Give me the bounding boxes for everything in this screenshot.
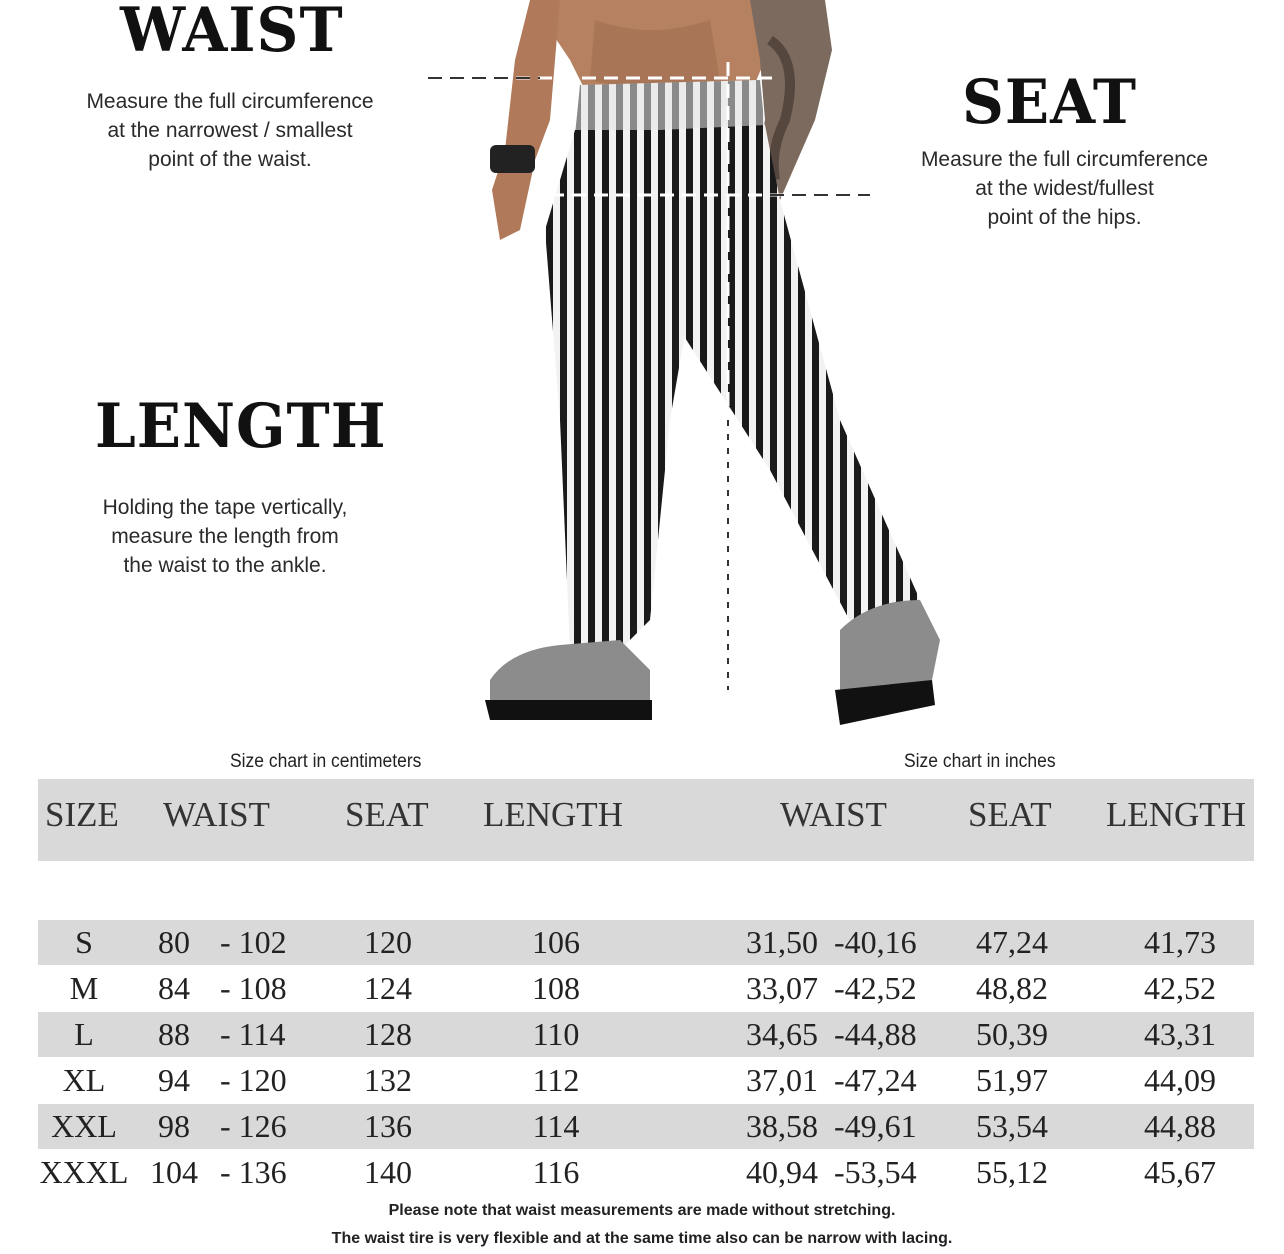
cell-waist-cm-max: - 126 (220, 1108, 287, 1144)
length-description (55, 493, 395, 580)
cell-length-in: 41,73 (1144, 924, 1216, 960)
cell-seat-in: 50,39 (976, 1016, 1048, 1052)
length-desc-line-1: Holding the tape vertically, (102, 496, 348, 519)
cell-waist-cm-min: 80 (158, 924, 190, 960)
waist-desc-line-2: at the narrowest / smallest (107, 119, 353, 142)
length-desc-line-3: the waist to the ankle. (123, 554, 327, 577)
cell-size: L (74, 1016, 94, 1052)
header-length-cm: LENGTH (483, 795, 623, 834)
header-waist-in: WAIST (780, 795, 887, 834)
cell-seat-in: 55,12 (976, 1154, 1048, 1190)
table-row (38, 1058, 1254, 1103)
table-row (38, 966, 1254, 1011)
seat-desc-line-1: Measure the full circumference (920, 148, 1209, 171)
length-heading: LENGTH (95, 390, 387, 462)
cell-length-in: 44,09 (1144, 1062, 1216, 1098)
cell-length-cm: 106 (532, 924, 580, 960)
waist-heading: WAIST (120, 0, 344, 66)
cell-waist-in-min: 33,07 (746, 970, 818, 1006)
cell-waist-in-max: -53,54 (834, 1154, 917, 1190)
cell-waist-cm-max: - 102 (220, 924, 287, 960)
caption-inches: Size chart in inches (904, 751, 1056, 772)
header-waist-cm: WAIST (163, 795, 270, 834)
cell-size: XL (62, 1062, 106, 1098)
table-row (38, 1104, 1254, 1149)
cell-seat-cm: 136 (364, 1108, 412, 1144)
waist-desc-line-3: point of the waist. (148, 148, 312, 171)
cell-waist-cm-min: 98 (158, 1108, 190, 1144)
cell-size: XXL (51, 1108, 117, 1144)
cell-waist-cm-min: 84 (158, 970, 190, 1006)
cell-size: S (75, 924, 93, 960)
length-desc-line-2: measure the length from (111, 525, 339, 548)
cell-length-cm: 116 (532, 1154, 580, 1190)
cell-seat-in: 47,24 (976, 924, 1048, 960)
cell-length-cm: 108 (532, 970, 580, 1006)
caption-centimeters: Size chart in centimeters (230, 751, 422, 772)
cell-length-in: 45,67 (1144, 1154, 1216, 1190)
cell-length-cm: 112 (532, 1062, 580, 1098)
cell-seat-cm: 132 (364, 1062, 412, 1098)
cell-length-cm: 110 (532, 1016, 580, 1052)
cell-seat-in: 48,82 (976, 970, 1048, 1006)
cell-seat-in: 53,54 (976, 1108, 1048, 1144)
cell-waist-cm-max: - 114 (220, 1016, 286, 1052)
cell-waist-in-max: -47,24 (834, 1062, 917, 1098)
header-length-in: LENGTH (1106, 795, 1246, 834)
cell-seat-in: 51,97 (976, 1062, 1048, 1098)
cell-length-in: 43,31 (1144, 1016, 1216, 1052)
cell-waist-in-max: -44,88 (834, 1016, 917, 1052)
cell-length-cm: 114 (532, 1108, 580, 1144)
header-seat-cm: SEAT (345, 795, 429, 834)
table-row (38, 1012, 1254, 1057)
cell-waist-in-max: -40,16 (834, 924, 917, 960)
cell-seat-cm: 120 (364, 924, 412, 960)
table-row (38, 1150, 1254, 1195)
cell-seat-cm: 124 (364, 970, 412, 1006)
cell-waist-in-min: 31,50 (746, 924, 818, 960)
cell-waist-cm-min: 104 (150, 1154, 198, 1190)
cell-length-in: 44,88 (1144, 1108, 1216, 1144)
cell-waist-cm-min: 88 (158, 1016, 190, 1052)
seat-desc-line-3: point of the hips. (987, 206, 1142, 229)
waist-desc-line-1: Measure the full circumference (86, 90, 374, 113)
cell-waist-in-min: 40,94 (746, 1154, 818, 1190)
cell-size: M (69, 970, 99, 1006)
header-seat-in: SEAT (968, 795, 1052, 834)
note-waist-lacing: The waist tire is very flexible and at the same time also can be narrow with lacing. (331, 1230, 953, 1247)
seat-heading: SEAT (962, 66, 1138, 138)
cell-waist-cm-max: - 108 (220, 970, 287, 1006)
note-waist-stretching: Please note that waist measurements are made without stretching. (388, 1202, 896, 1219)
cell-size: XXXL (39, 1154, 129, 1190)
cell-seat-cm: 140 (364, 1154, 412, 1190)
cell-waist-cm-max: - 136 (220, 1154, 287, 1190)
model-pants-illustration (420, 0, 960, 740)
header-size: SIZE (45, 795, 119, 834)
cell-waist-in-max: -49,61 (834, 1108, 917, 1144)
cell-waist-in-min: 37,01 (746, 1062, 818, 1098)
cell-waist-in-max: -42,52 (834, 970, 917, 1006)
cell-length-in: 42,52 (1144, 970, 1216, 1006)
cell-waist-in-min: 34,65 (746, 1016, 818, 1052)
cell-waist-in-min: 38,58 (746, 1108, 818, 1144)
waist-description (30, 87, 430, 174)
cell-waist-cm-min: 94 (158, 1062, 190, 1098)
seat-desc-line-2: at the widest/fullest (975, 177, 1154, 200)
table-row (38, 920, 1254, 965)
cell-waist-cm-max: - 120 (220, 1062, 287, 1098)
cell-seat-cm: 128 (364, 1016, 412, 1052)
